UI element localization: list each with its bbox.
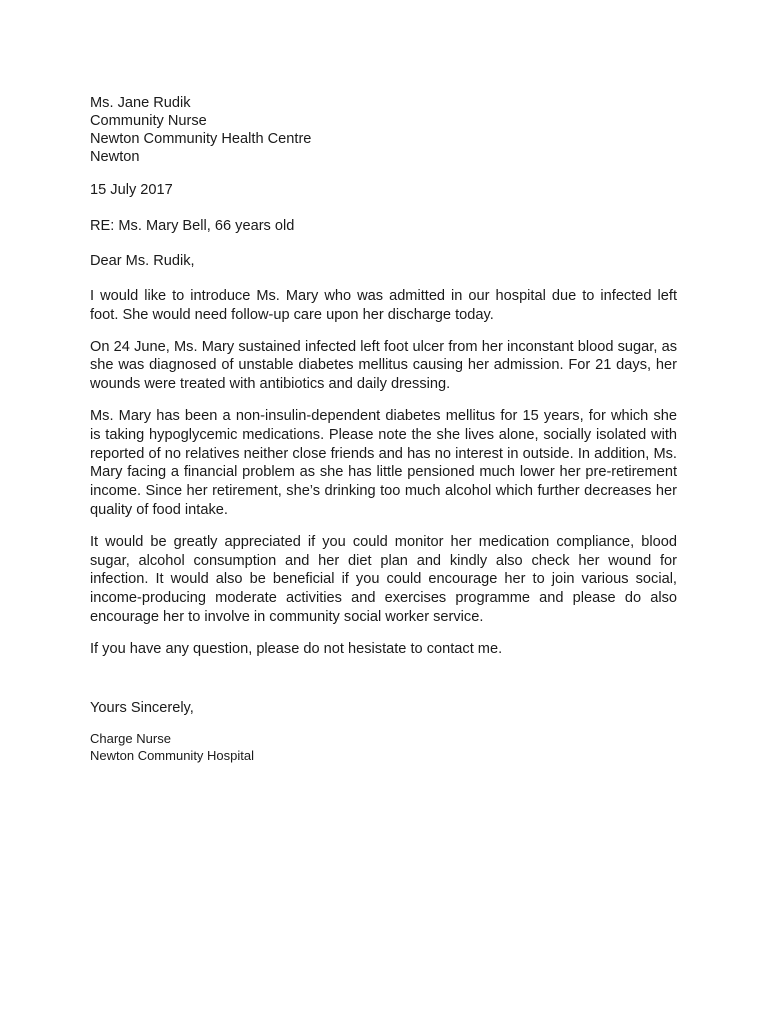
recipient-organization: Newton Community Health Centre <box>90 131 312 147</box>
recipient-title: Community Nurse <box>90 113 207 129</box>
signature-block <box>90 730 677 764</box>
letter <box>90 94 677 764</box>
salutation: Dear Ms. Rudik, <box>90 253 195 269</box>
closing: Yours Sincerely, <box>90 699 194 716</box>
body-paragraph-3: Ms. Mary has been a non-insulin-dependent diabetes mellitus for 15 years, for which she is taking hypoglycemic medications. Please note the she lives alone, socially isolated with reported of no relatives neither close friends and has no interest in outside. In addition, Ms. Mary facing a financial problem as she has little pensioned much lower her pre-retirement income. Since her retirement, she’s drinking too much alcohol which further decreases her quality of food intake. <box>90 407 677 518</box>
signature-organization: Newton Community Hospital <box>90 747 255 763</box>
recipient-name: Ms. Jane Rudik <box>90 95 191 111</box>
signature-title: Charge Nurse <box>90 730 171 746</box>
body-paragraph-5: If you have any question, please do not hesistate to contact me. <box>90 640 503 657</box>
body-paragraph-2: On 24 June, Ms. Mary sustained infected left foot ulcer from her inconstant blood sugar, as she was diagnosed of unstable diabetes mellitus causing her admission. For 21 days, her wounds were treated with antibiotics and daily dressing. <box>90 338 677 393</box>
body-paragraph-4: It would be greatly appreciated if you could monitor her medication compliance, blood sugar, alcohol consumption and her diet plan and kindly also check her wound for infection. It would also be beneficial if you could encourage her to join various social, income-producing moderate activities and exercises programme and please do also encourage her to involve in community social worker service. <box>90 533 677 625</box>
recipient-city: Newton <box>90 149 140 165</box>
body-paragraph-1: I would like to introduce Ms. Mary who was admitted in our hospital due to infected left foot. She would need follow-up care upon her discharge today. <box>90 288 677 323</box>
recipient-address <box>90 94 677 166</box>
letter-date: 15 July 2017 <box>90 182 173 198</box>
subject-line: RE: Ms. Mary Bell, 66 years old <box>90 218 295 234</box>
